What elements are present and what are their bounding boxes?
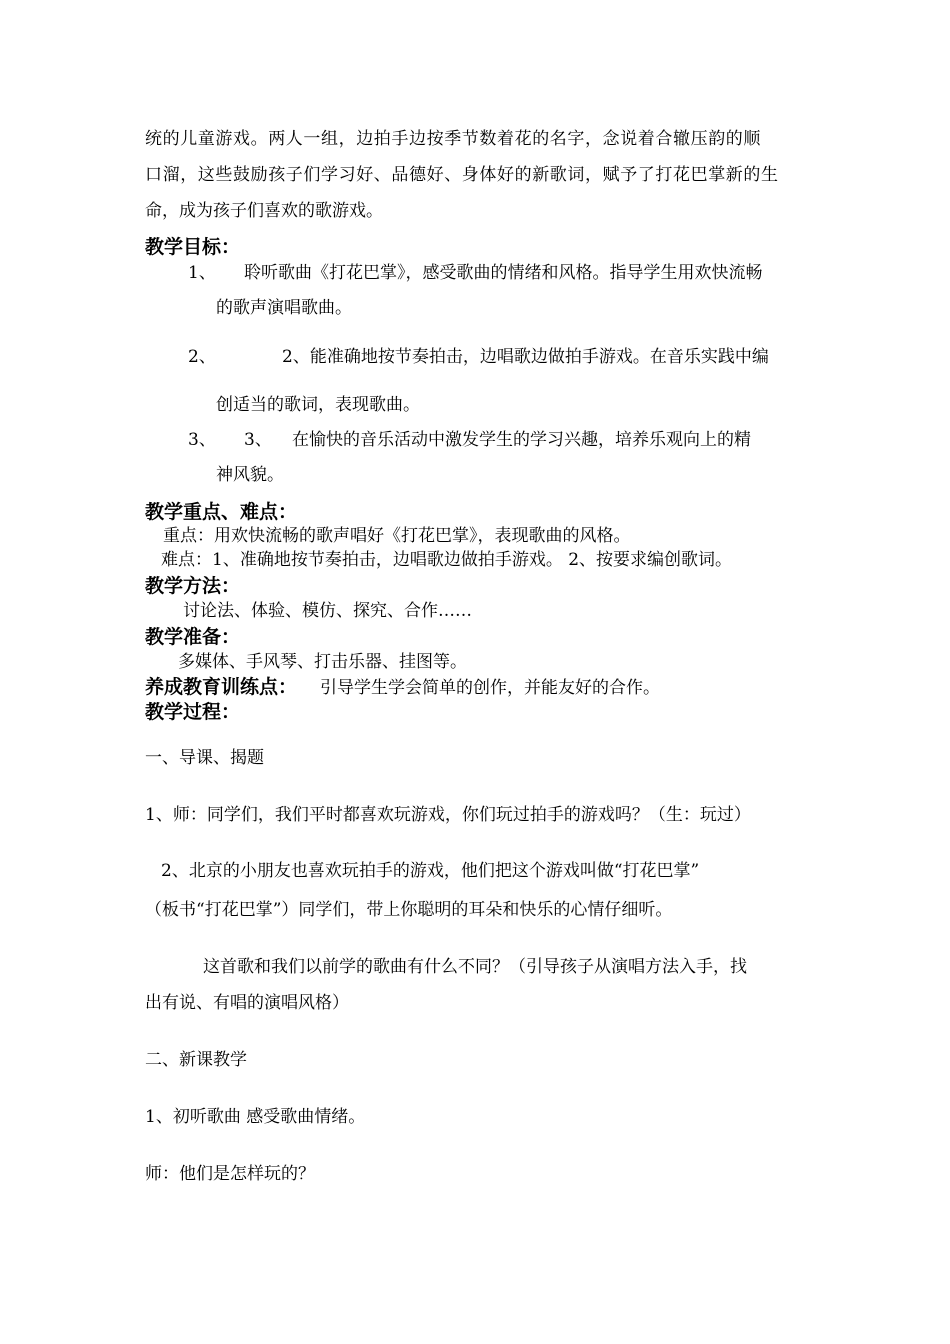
intro-line-3: 命，成为孩子们喜欢的歌游戏。 — [145, 201, 383, 221]
process-paragraph-2-line-1: 2、北京的小朋友也喜欢玩拍手的游戏，他们把这个游戏叫做“打花巴掌” — [161, 861, 700, 881]
objectives-heading: 教学目标： — [145, 236, 241, 258]
objective-3-line-2: 神风貌。 — [216, 465, 284, 485]
objective-2-marker: 2、 — [188, 347, 216, 367]
process-paragraph-4: 1、初听歌曲 感受歌曲情绪。 — [145, 1107, 366, 1127]
objective-2-line-2: 创适当的歌词，表现歌曲。 — [216, 395, 420, 415]
preparation-text: 多媒体、手风琴、打击乐器、挂图等。 — [178, 652, 467, 672]
objective-2-line-1 — [282, 346, 769, 368]
process-paragraph-5: 师：他们是怎样玩的？ — [145, 1164, 315, 1184]
keypoints-heading: 教学重点、难点： — [145, 501, 298, 523]
intro-line-1: 统的儿童游戏。两人一组，边拍手边按季节数着花的名字，念说着合辙压韵的顺 — [145, 129, 761, 149]
methods-text: 讨论法、体验、模仿、探究、合作…… — [183, 601, 472, 621]
section-2-title: 二、新课教学 — [145, 1050, 247, 1070]
process-paragraph-3-line-1: 这首歌和我们以前学的歌曲有什么不同？（引导孩子从演唱方法入手，找 — [203, 957, 747, 977]
objective-3-prefix: 3、 — [244, 430, 272, 450]
preparation-heading: 教学准备： — [145, 626, 241, 648]
keypoint-nandian: 难点：1、准确地按节奏拍击，边唱歌边做拍手游戏。 2、按要求编创歌词。 — [161, 550, 733, 570]
process-heading: 教学过程： — [145, 701, 241, 723]
habit-heading: 养成教育训练点： — [145, 676, 298, 698]
habit-text: 引导学生学会简单的创作，并能友好的合作。 — [320, 678, 660, 698]
keypoint-zhongdian: 重点：用欢快流畅的歌声唱好《打花巴掌》，表现歌曲的风格。 — [163, 526, 631, 546]
objective-1-line-1: 聆听歌曲《打花巴掌》，感受歌曲的情绪和风格。指导学生用欢快流畅 — [244, 263, 763, 283]
objective-1-line-2: 的歌声演唱歌曲。 — [216, 298, 352, 318]
objective-2-prefix: 2、 — [282, 347, 310, 367]
process-paragraph-1: 1、师：同学们，我们平时都喜欢玩游戏，你们玩过拍手的游戏吗？（生：玩过） — [145, 805, 751, 825]
methods-heading: 教学方法： — [145, 575, 241, 597]
objective-1-marker: 1、 — [188, 263, 216, 283]
section-1-title: 一、导课、揭题 — [145, 748, 264, 768]
objective-3-line-1: 在愉快的音乐活动中激发学生的学习兴趣，培养乐观向上的精 — [292, 430, 751, 450]
process-paragraph-3-line-2: 出有说、有唱的演唱风格） — [145, 993, 349, 1013]
intro-line-2: 口溜，这些鼓励孩子们学习好、品德好、身体好的新歌词，赋予了打花巴掌新的生 — [145, 165, 779, 185]
process-paragraph-2-line-2: （板书“打花巴掌”）同学们，带上你聪明的耳朵和快乐的心情仔细听。 — [145, 900, 673, 920]
objective-3-marker: 3、 — [188, 430, 216, 450]
objective-2-text: 能准确地按节奏拍击，边唱歌边做拍手游戏。在音乐实践中编 — [309, 347, 769, 367]
